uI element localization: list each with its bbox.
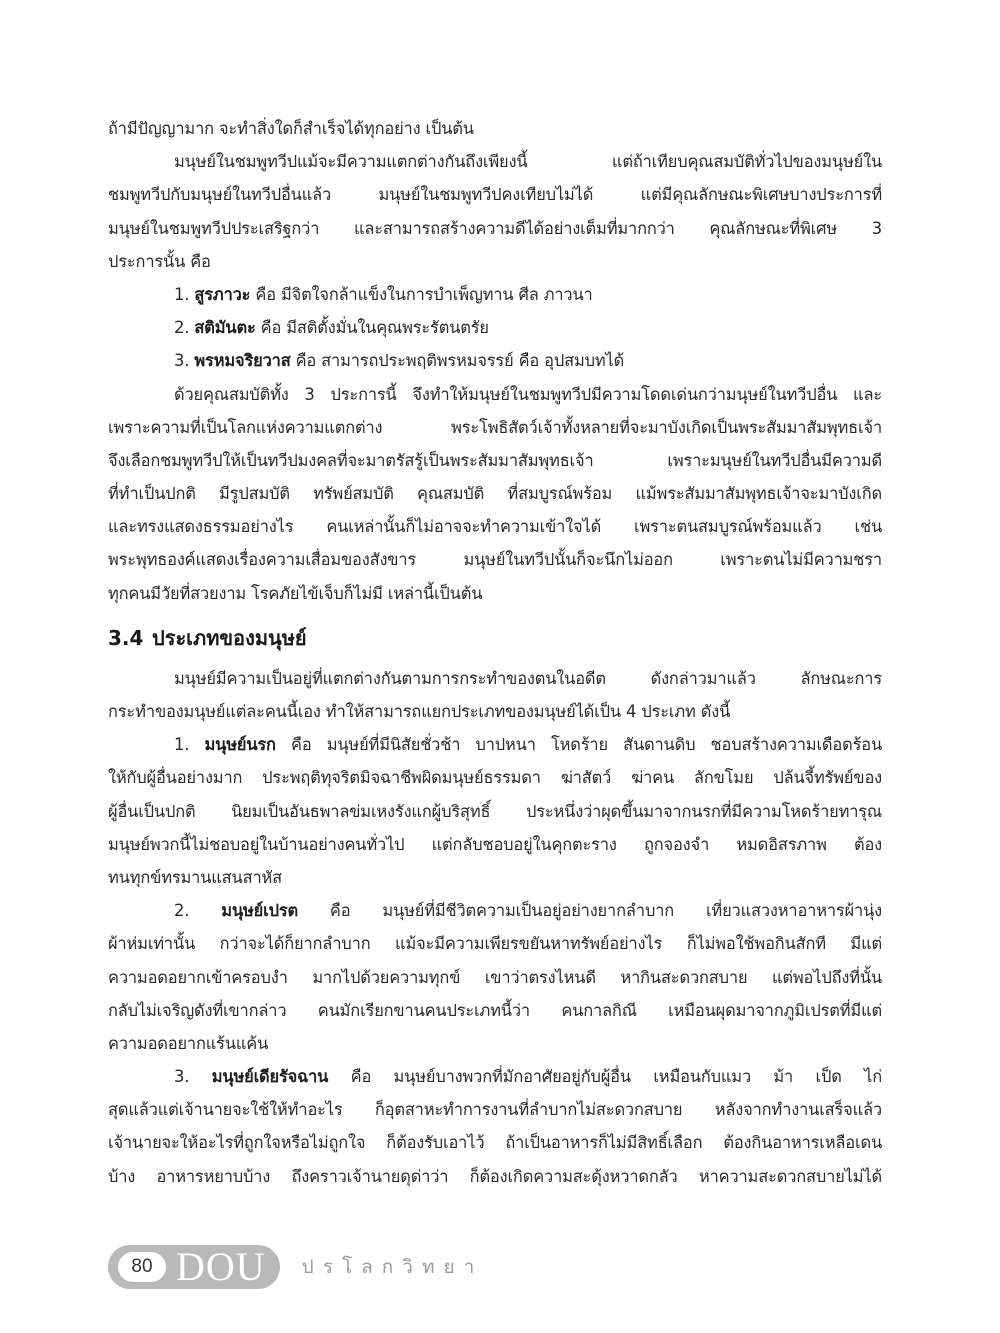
quality-term: สติมันตะ (194, 318, 256, 338)
section-title: ประเภทของมนุษย์ (152, 625, 307, 650)
type-number: 3. (174, 1067, 190, 1087)
quality-desc: คือ มีจิตใจกล้าแข็งในการบำเพ็ญทาน ศีล ภาวนา (250, 284, 593, 304)
paragraph-line: มนุษย์พวกนี้ไม่ชอบอยู่ในบ้านอย่างคนทั่วไป แต่กลับชอบอยู่ในคุกตะราง ถูกจองจำ หมดอิสรภาพ ต้อง (108, 834, 882, 854)
page-footer (108, 1244, 483, 1290)
quality-term: สูรภาวะ (194, 284, 251, 304)
quality-number: 2. (174, 318, 190, 338)
paragraph-line: ชมพูทวีปกับมนุษย์ในทวีปอื่นแล้ว มนุษย์ในชมพูทวีปคงเทียบไม่ได้ แต่มีคุณลักษณะพิเศษบางประการที่ (108, 185, 882, 205)
type-desc: คือ มนุษย์ที่มีนิสัยชั่วช้า บาปหนา โหดร้าย สันดานดิบ ชอบสร้างความเดือดร้อน (275, 735, 882, 755)
paragraph-line: ทุกคนมีวัยที่สวยงาม โรคภัยไข้เจ็บก็ไม่มี เหล่านี้เป็นต้น (108, 583, 483, 603)
type-desc: คือ มนุษย์ที่มีชีวิตความเป็นอยู่อย่างยากลำบาก เที่ยวแสวงหาอาหารผ้านุ่ง (297, 901, 882, 921)
quality-number: 1. (174, 284, 190, 304)
type-term: มนุษย์เปรต (221, 901, 298, 921)
type-desc: คือ มนุษย์บางพวกที่มักอาศัยอยู่กับผู้อื่น เหมือนกับแมว ม้า เป็ด ไก่ (328, 1067, 883, 1087)
paragraph-line: ประการนั้น คือ (108, 251, 211, 271)
quality-desc: คือ สามารถประพฤติพรหมจรรย์ คือ อุปสมบทได้ (290, 351, 625, 371)
quality-number: 3. (174, 351, 190, 371)
type-term: มนุษย์นรก (204, 735, 276, 755)
footer-badge (108, 1245, 280, 1289)
paragraph-line: ด้วยคุณสมบัติทั้ง 3 ประการนี้ จึงทำให้มนุษย์ในชมพูทวีปมีความโดดเด่นกว่ามนุษย์ในทวีปอื่น และ (174, 384, 882, 404)
paragraph-line: มนุษย์มีความเป็นอยู่ที่แตกต่างกันตามการกระทำของตนในอดีต ดังกล่าวมาแล้ว ลักษณะการ (174, 668, 882, 688)
type-item-first-line (108, 1060, 882, 1093)
paragraph-line: เจ้านายจะให้อะไรที่ถูกใจหรือไม่ถูกใจ ก็ต้องรับเอาไว้ ถ้าเป็นอาหารก็ไม่มีสิทธิ์เลือก ต้องกินอาหารเหลือเดน (108, 1133, 882, 1153)
type-number: 1. (174, 735, 190, 755)
paragraph-line: และทรงแสดงธรรมอย่างไร คนเหล่านั้นก็ไม่อาจจะทำความเข้าใจได้ เพราะตนสมบูรณ์พร้อมแล้ว เช่น (108, 517, 882, 537)
paragraph-line: พระพุทธองค์แสดงเรื่องความเสื่อมของสังขาร มนุษย์ในทวีปนั้นก็จะนึกไม่ออก เพราะตนไม่มีความชรา (108, 550, 882, 570)
page-body (108, 112, 882, 1193)
paragraph-line: ความอดอยากเข้าครอบงำ มากไปด้วยความทุกข์ เขาว่าตรงไหนดี หากินสะดวกสบาย แต่พอไปถึงที่นั้น (108, 967, 882, 987)
paragraph-line: มนุษย์ในชมพูทวีปแม้จะมีความแตกต่างกันถึงเพียงนี้ แต่ถ้าเทียบคุณสมบัติทั่วไปของมนุษย์ใน (174, 152, 882, 172)
paragraph-line: สุดแล้วแต่เจ้านายจะใช้ให้ทำอะไร ก็อุตสาหะทำการงานที่ลำบากไม่สะดวกสบาย หลังจากทำงานเสร็จแล้ว (108, 1100, 882, 1120)
intro-line: ถ้ามีปัญญามาก จะทำสิ่งใดก็สำเร็จได้ทุกอย่าง เป็นต้น (108, 119, 474, 138)
type-item-first-line (108, 894, 882, 927)
paragraph-line: ผ้าห่มเท่านั้น กว่าจะได้ก็ยากลำบาก แม้จะมีความเพียรขยันหาทรัพย์อย่างไร ก็ไม่พอใช้พอกินสักที มีแต่ (108, 934, 882, 954)
quality-item (108, 344, 882, 377)
paragraph-line: ที่ทำเป็นปกติ มีรูปสมบัติ ทรัพย์สมบัติ คุณสมบัติ ที่สมบูรณ์พร้อม แม้พระสัมมาสัมพุทธเจ้าจะมาบังเกิด (108, 484, 882, 504)
paragraph-line: ความอดอยากแร้นแค้น (108, 1033, 269, 1053)
dou-logo: DOU (176, 1244, 266, 1289)
type-number: 2. (174, 901, 190, 921)
paragraph-line: ทนทุกข์ทรมานแสนสาหัส (108, 867, 283, 887)
quality-item (108, 278, 882, 311)
type-term: มนุษย์เดียรัจฉาน (211, 1067, 329, 1087)
page-number: 80 (118, 1252, 166, 1282)
paragraph-line: กระทำของมนุษย์แต่ละคนนี้เอง ทำให้สามารถแยกประเภทของมนุษย์ได้เป็น 4 ประเภท ดังนี้ (108, 702, 731, 721)
type-item-first-line (108, 728, 882, 761)
paragraph-line: ให้กับผู้อื่นอย่างมาก ประพฤติทุจริตมิจฉาชีพผิดมนุษย์ธรรมดา ฆ่าสัตว์ ฆ่าคน ลักขโมย ปล้นจี้ทรัพย์ของ (108, 768, 882, 788)
paragraph-line: ผู้อื่นเป็นปกติ นิยมเป็นอันธพาลข่มเหงรังแกผู้บริสุทธิ์ ประหนึ่งว่าผุดขึ้นมาจากนรกที่มีความโหดร้ายทารุณ (108, 801, 882, 821)
paragraph-line: จึงเลือกชมพูทวีปให้เป็นทวีปมงคลที่จะมาตรัสรู้เป็นพระสัมมาสัมพุทธเจ้า เพราะมนุษย์ในทวีปอื่นมีความดี (108, 450, 882, 470)
paragraph-line: บ้าง อาหารหยาบบ้าง ถึงคราวเจ้านายดุด่าว่า ก็ต้องเกิดความสะดุ้งหวาดกลัว หาความสะดวกสบายไม่ได้ (108, 1166, 882, 1186)
quality-desc: คือ มีสติตั้งมั่นในคุณพระรัตนตรัย (255, 318, 489, 338)
section-heading (108, 618, 882, 658)
paragraph-line: มนุษย์ในชมพูทวีปประเสริฐกว่า และสามารถสร้างความดีได้อย่างเต็มที่มากกว่า คุณลักษณะที่พิเศษ 3 (108, 218, 882, 238)
paragraph-line: กลับไม่เจริญดังที่เขากล่าว คนมักเรียกขานคนประเภทนี้ว่า คนกาลกิณี เหมือนผุดมาจากภูมิเปรตที่มีแต่ (108, 1000, 882, 1020)
quality-item (108, 311, 882, 344)
course-title: ปรโลกวิทยา (301, 1256, 484, 1278)
paragraph-line: เพราะความที่เป็นโลกแห่งความแตกต่าง พระโพธิสัตว์เจ้าทั้งหลายที่จะมาบังเกิดเป็นพระสัมมาสัมพุทธเจ้า (108, 417, 882, 437)
quality-term: พรหมจริยวาส (194, 351, 291, 371)
section-number: 3.4 (108, 625, 144, 650)
